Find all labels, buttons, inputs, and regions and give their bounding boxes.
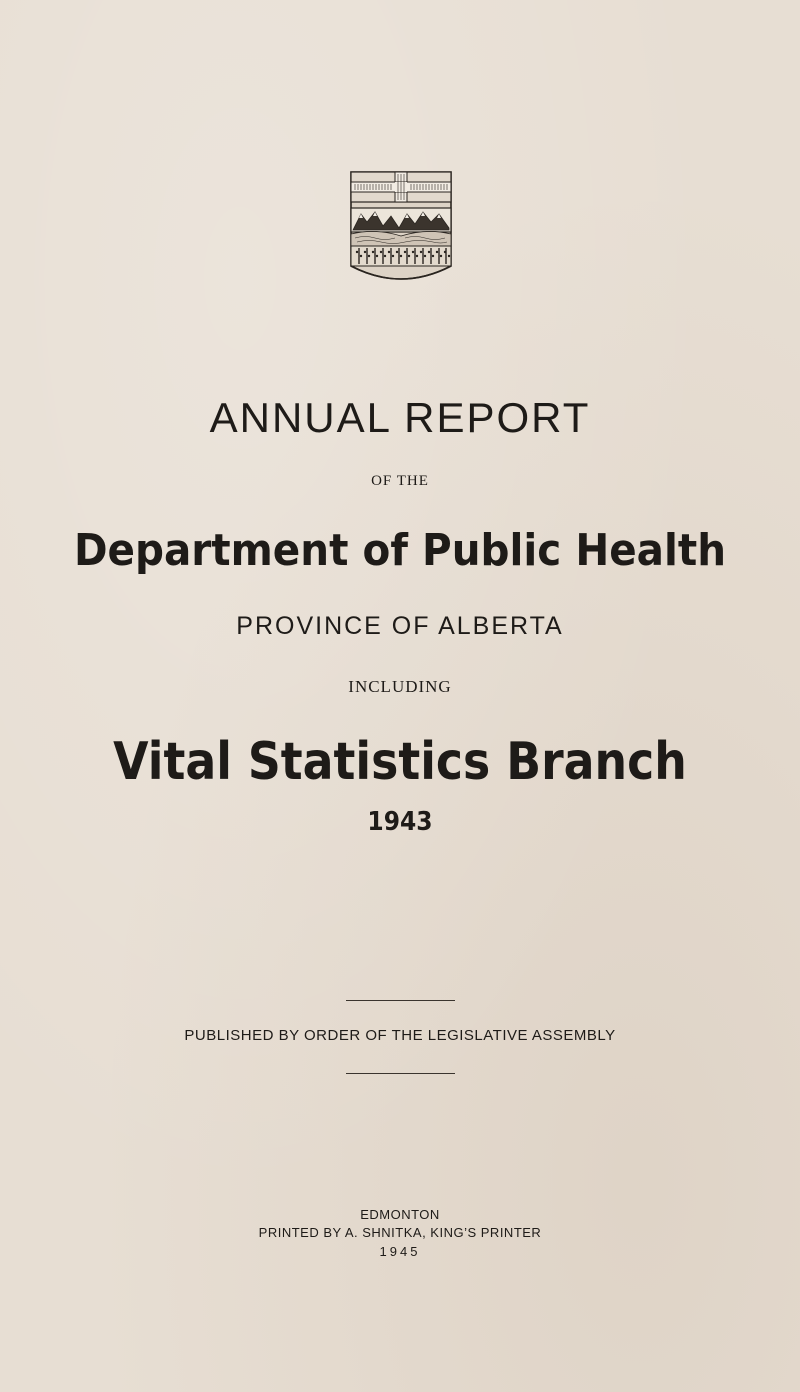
of-the-text: OF THE [371, 473, 429, 489]
branch-name: Vital Statistics Branch [113, 732, 687, 792]
report-title: ANNUAL REPORT [209, 394, 591, 441]
printer-credit: PRINTED BY A. SHNITKA, KING’S PRINTER [258, 1225, 542, 1240]
province-name: PROVINCE OF ALBERTA [236, 612, 564, 640]
publication-notice: PUBLISHED BY ORDER OF THE LEGISLATIVE ASSEMBLY [184, 1027, 616, 1044]
publication-city: EDMONTON [360, 1207, 440, 1222]
divider-top [346, 1000, 455, 1001]
report-year: 1943 [367, 807, 433, 837]
department-name: Department of Public Health [73, 525, 727, 576]
publication-year: 1945 [379, 1244, 421, 1259]
including-text: INCLUDING [348, 677, 452, 696]
alberta-coat-of-arms-icon [345, 168, 457, 286]
divider-bottom [346, 1073, 455, 1074]
